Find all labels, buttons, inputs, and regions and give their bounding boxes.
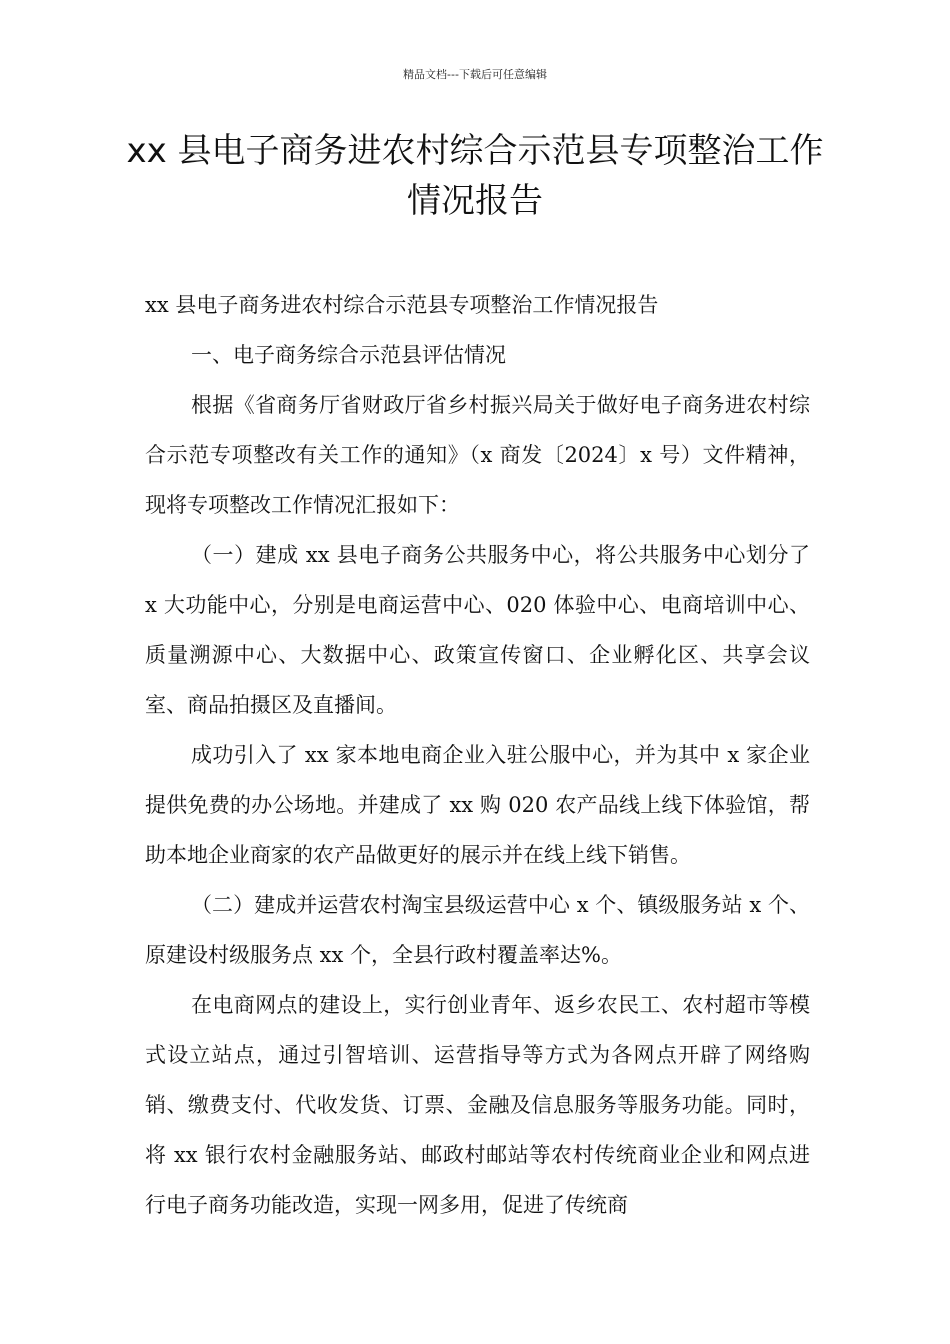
section-heading: 一、电子商务综合示范县评估情况: [191, 343, 506, 367]
paragraph: （二）建成并运营农村淘宝县级运营中心 x 个、镇级服务站 x 个、原建设村级服务点 xx 个，全县行政村覆盖率达%。: [145, 893, 810, 967]
document-title: xx 县电子商务进农村综合示范县专项整治工作情况报告: [126, 131, 824, 221]
paragraph: 根据《省商务厅省财政厅省乡村振兴局关于做好电子商务进农村综合示范专项整改有关工作的通知》（x 商发〔2024〕x 号）文件精神，现将专项整改工作情况汇报如下：: [145, 393, 810, 517]
paragraph: 在电商网点的建设上，实行创业青年、返乡农民工、农村超市等模式设立站点，通过引智培训、运营指导等方式为各网点开辟了网络购销、缴费支付、代收发货、订票、金融及信息服务等服务功能。同时，将 xx 银行农村金融服务站、邮政村邮站等农村传统商业企业和网点进行电子商务功能改造，实现一网多用，促进了传统商: [145, 993, 810, 1217]
paragraph: （一）建成 xx 县电子商务公共服务中心，将公共服务中心划分了 x 大功能中心，分别是电商运营中心、020 体验中心、电商培训中心、质量溯源中心、大数据中心、政策宣传窗口、企业孵化区、共享会议室、商品拍摄区及直播间。: [145, 543, 810, 717]
paragraph-subtitle: xx 县电子商务进农村综合示范县专项整治工作情况报告: [145, 293, 659, 317]
header-note: 精品文档---下载后可任意编辑: [403, 68, 547, 81]
paragraph: 成功引入了 xx 家本地电商企业入驻公服中心，并为其中 x 家企业提供免费的办公场地。并建成了 xx 购 020 农产品线上线下体验馆，帮助本地企业商家的农产品做更好的展示并在线上线下销售。: [145, 743, 810, 867]
document-body: [145, 280, 810, 1230]
